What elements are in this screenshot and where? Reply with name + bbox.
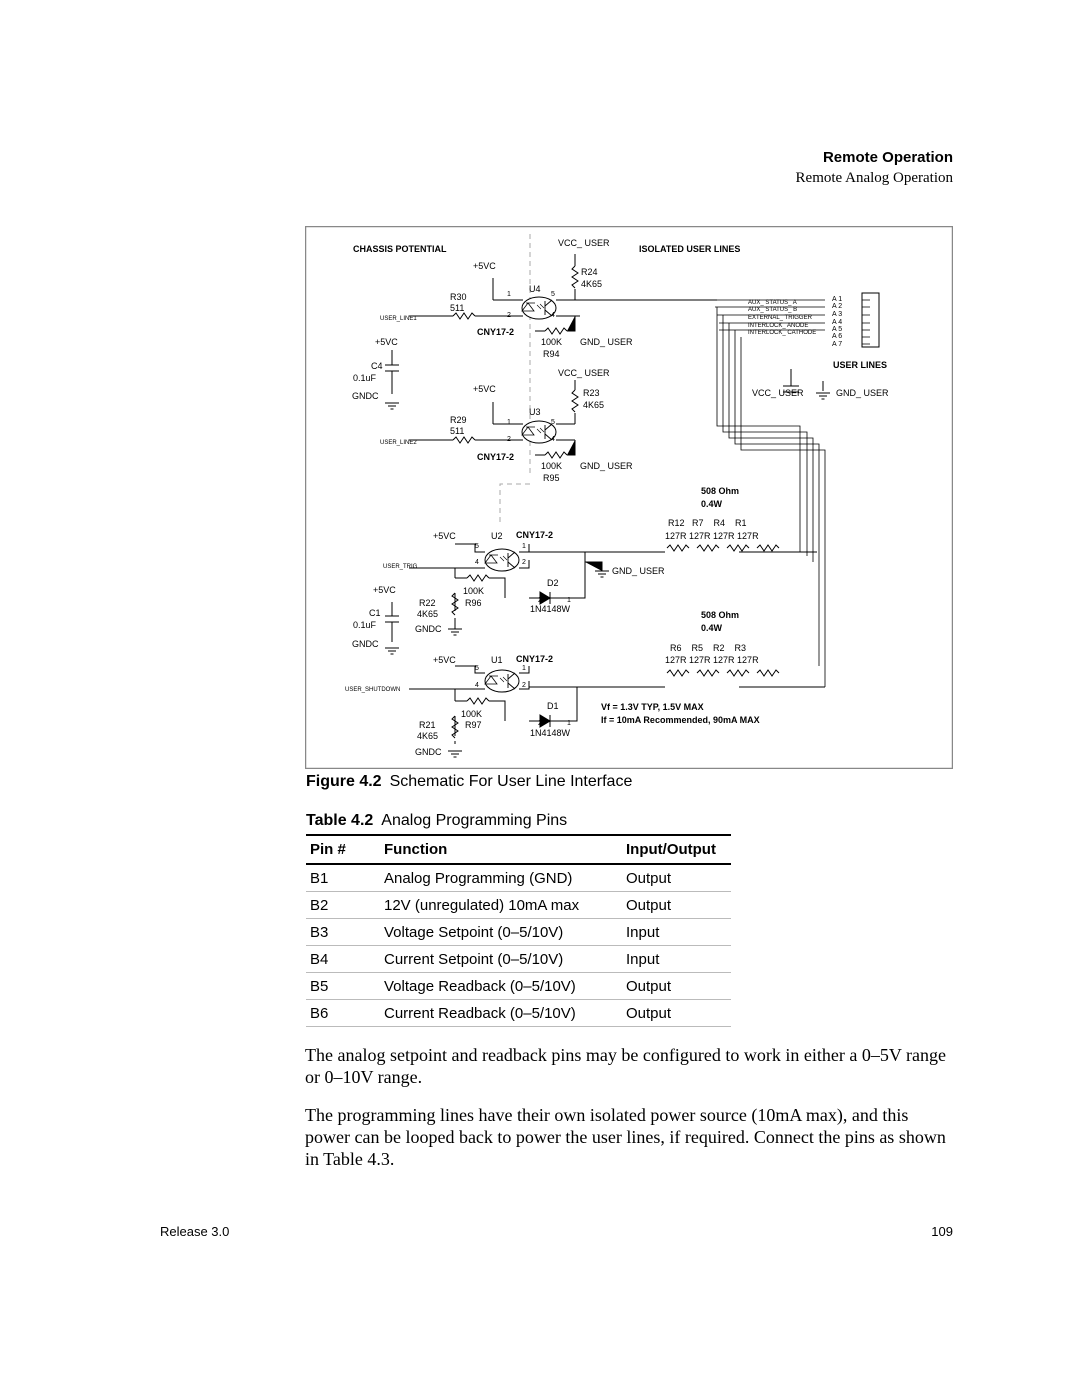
table-caption-label: Table 4.2 [306,812,374,829]
cell-io: Output [622,973,731,1000]
cell-function: Voltage Readback (0–5/10V) [380,973,622,1000]
r29-value: 511 [450,426,465,436]
d1-pin2: 2 [538,720,542,727]
r94-value: 100K [541,337,563,347]
u2-pin2: 2 [522,559,526,566]
u4-pin4: 4 [551,312,555,319]
cell-pin: B1 [306,864,380,892]
aux-status-a-label: AUX_ STATUS_ A [748,300,797,306]
pin-a2: A 2 [832,303,843,310]
r24-label: R24 [581,267,598,277]
figure-caption-label: Figure 4.2 [306,773,382,790]
cny-u4-label: CNY17-2 [477,327,515,337]
cell-pin: B2 [306,892,380,919]
cell-pin: B4 [306,946,380,973]
pin-a7: A 7 [832,341,843,348]
vf-note: Vf = 1.3V TYP, 1.5V MAX [601,702,704,712]
isolated-user-lines-label: ISOLATED USER LINES [639,244,741,254]
running-header-subsection: Remote Analog Operation [795,170,953,186]
r96-value: 100K [463,586,485,596]
r22-label: R22 [419,598,436,608]
r21-label: R21 [419,720,436,730]
figure-caption-text: Schematic For User Line Interface [389,773,633,790]
u2-pin5: 5 [475,543,479,550]
plus5vc-u1-label: +5VC [433,655,456,665]
pin-a6: A 6 [832,333,843,340]
user-shutdown-label: USER_SHUTDOWN [345,687,401,693]
plus5vc-label: +5VC [473,261,496,271]
plus5vc-u2-label: +5VC [433,531,456,541]
interlock-cathode-label: INTERLOCK_ CATHODE [748,330,817,336]
u2-pin4: 4 [475,559,479,566]
u3-pin2: 2 [507,436,511,443]
header-function: Function [380,835,622,864]
analog-programming-pins-table [306,834,731,1027]
aux-status-b-label: AUX_ STATUS_ B [748,307,798,313]
c1-label: C1 [369,608,381,618]
plus5vc-u3-label: +5VC [473,384,496,394]
user-line-interface-schematic [305,226,953,769]
r30-label: R30 [450,292,467,302]
cell-io: Output [622,864,731,892]
body-paragraph-range: The analog setpoint and readback pins may be configured to work in either a 0–5V range or 0–10V range. [305,1045,946,1087]
cell-io: Input [622,919,731,946]
header-input-output: Input/Output [622,835,731,864]
vcc-user-label: VCC_ USER [558,238,610,248]
footer-page-number: 109 [931,1224,953,1239]
plus5vc-c1-label: +5VC [373,585,396,595]
pin-a3: A 3 [832,311,843,318]
u4-label: U4 [529,284,541,294]
u1-pin2: 2 [522,682,526,689]
header-pin: Pin # [306,835,380,864]
table-header-row [306,835,731,864]
r97-label: R97 [465,720,482,730]
gnd-user-d2-label: GND_ USER [612,566,665,576]
res-top-values: 127R 127R 127R 127R [665,531,759,541]
r96-label: R96 [465,598,482,608]
interlock-anode-label: INTERLOCK_ ANODE [748,323,809,329]
pin-a5: A 5 [832,326,843,333]
u1-label: U1 [491,655,503,665]
cny-u3-label: CNY17-2 [477,452,515,462]
footer-release: Release 3.0 [160,1224,230,1239]
cell-io: Input [622,946,731,973]
r23-label: R23 [583,388,600,398]
cell-pin: B3 [306,919,380,946]
cny-u1-label: CNY17-2 [516,654,554,664]
vcc-user-u3-label: VCC_ USER [558,368,610,378]
u3-pin5: 5 [551,419,555,426]
u3-pin1: 1 [507,419,511,426]
table-row [306,1000,731,1027]
cell-function: Analog Programming (GND) [380,864,622,892]
user-line2-label: USER_LINE2 [380,440,417,446]
d1-pin1: 1 [567,720,571,727]
cell-pin: B5 [306,973,380,1000]
gnd-user-label: GND_ USER [580,337,633,347]
cny-u2-label: CNY17-2 [516,530,554,540]
external-trigger-label: EXTERNAL_ TRIGGER [748,315,812,321]
table-row [306,973,731,1000]
r94-label: R94 [543,349,560,359]
d1-value: 1N4148W [530,728,571,738]
gndc-r21-label: GNDC [415,747,442,757]
r97-value: 100K [461,709,483,719]
u2-pin1: 1 [522,543,526,550]
u2-label: U2 [491,531,503,541]
table-row [306,892,731,919]
d1-label: D1 [547,701,559,711]
cell-io: Output [622,1000,731,1027]
d2-label: D2 [547,578,559,588]
u1-pin4: 4 [475,682,479,689]
res-bottom-names: R6 R5 R2 R3 [670,643,747,653]
u4-pin5: 5 [551,291,555,298]
gnd-user-connector-label: GND_ USER [836,388,889,398]
u1-pin1: 1 [522,665,526,672]
ohm-508-bottom-label: 508 Ohm [701,610,740,620]
gndc-label: GNDC [352,391,379,401]
gndc-c1-label: GNDC [352,639,379,649]
cell-pin: B6 [306,1000,380,1027]
vcc-user-connector-label: VCC_ USER [752,388,804,398]
cell-function: Current Readback (0–5/10V) [380,1000,622,1027]
table-row [306,946,731,973]
table-row [306,919,731,946]
cell-io: Output [622,892,731,919]
gnd-user-u3-label: GND_ USER [580,461,633,471]
c1-value: 0.1uF [353,620,377,630]
cell-function: Voltage Setpoint (0–5/10V) [380,919,622,946]
d2-pin2: 2 [538,597,542,604]
c4-label: C4 [371,361,383,371]
body-paragraph-power: The programming lines have their own isolated power source (10mA max), and this power can be looped back to power the user lines, if required. Connect the pins as shown in Table 4.3. [305,1105,946,1169]
watt-top-label: 0.4W [701,499,723,509]
d2-value: 1N4148W [530,604,571,614]
u3-label: U3 [529,407,541,417]
c4-value: 0.1uF [353,373,377,383]
res-top-names: R12 R7 R4 R1 [668,518,747,528]
r21-value: 4K65 [417,731,439,741]
d2-pin1: 1 [567,597,571,604]
ohm-508-top-label: 508 Ohm [701,486,740,496]
u4-pin1: 1 [507,291,511,298]
plus5vc-c4-label: +5VC [375,337,398,347]
user-trig-label: USER_TRIG [383,564,418,570]
cell-function: Current Setpoint (0–5/10V) [380,946,622,973]
pin-a1: A 1 [832,296,843,303]
r95-value: 100K [541,461,563,471]
r23-value: 4K65 [583,400,605,410]
cell-function: 12V (unregulated) 10mA max [380,892,622,919]
res-bottom-values: 127R 127R 127R 127R [665,655,759,665]
r22-value: 4K65 [417,609,439,619]
chassis-potential-label: CHASSIS POTENTIAL [353,244,447,254]
u1-pin5: 5 [475,665,479,672]
user-lines-label: USER LINES [833,360,888,370]
user-line1-label: USER_LINE1 [380,316,417,322]
watt-bottom-label: 0.4W [701,623,723,633]
gndc-r22-label: GNDC [415,624,442,634]
table-row [306,864,731,892]
r30-value: 511 [450,303,465,313]
pin-a4: A 4 [832,319,843,326]
figure-caption [306,773,632,791]
running-header-section: Remote Operation [822,149,953,166]
u3-pin4: 4 [551,436,555,443]
r95-label: R95 [543,473,560,483]
r29-label: R29 [450,415,467,425]
if-note: If = 10mA Recommended, 90mA MAX [601,715,760,725]
u4-pin2: 2 [507,312,511,319]
table-caption-text: Analog Programming Pins [381,812,568,829]
table-caption [306,812,567,830]
r24-value: 4K65 [581,279,603,289]
